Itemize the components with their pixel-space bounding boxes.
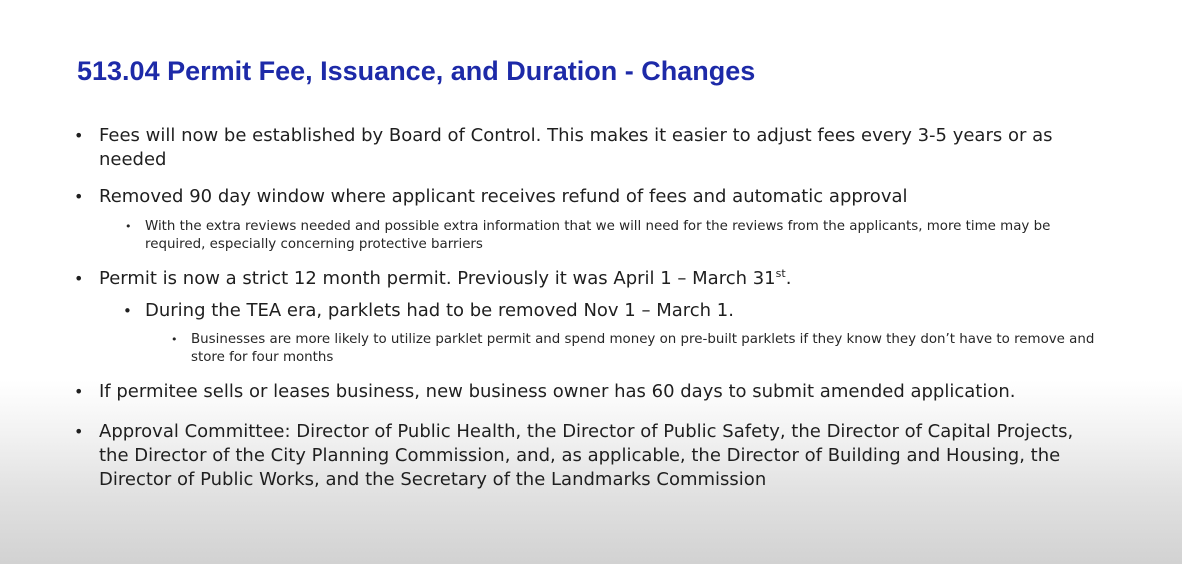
bullet-text: During the TEA era, parklets had to be removed Nov 1 – March 1.	[145, 300, 734, 321]
sub-sub-bullet-businesses	[171, 331, 1111, 367]
permit-strict-suffix: .	[785, 268, 792, 289]
bullet-dot-icon: •	[74, 422, 84, 441]
bullet-text: If permitee sells or leases business, new business owner has 60 days to submit amended application.	[99, 381, 1016, 402]
bullet-dot-icon: •	[123, 302, 132, 320]
bullet-permit-strict	[74, 267, 1099, 291]
bullet-dot-icon: •	[171, 333, 178, 346]
sub-bullet-tea-era	[123, 299, 1105, 323]
bullet-text: Removed 90 day window where applicant receives refund of fees and automatic approval	[99, 186, 908, 207]
permit-strict-superscript: st	[775, 267, 786, 280]
bullet-fees	[74, 124, 1099, 172]
permit-strict-prefix: Permit is now a strict 12 month permit. Previously it was April 1 – March 31	[99, 268, 776, 289]
slide-title: 513.04 Permit Fee, Issuance, and Duration - Changes	[77, 56, 756, 86]
sub-bullet-extra-reviews	[125, 218, 1105, 254]
bullet-dot-icon: •	[125, 220, 132, 233]
bullet-text: Businesses are more likely to utilize parklet permit and spend money on pre-built parklets if they know they don’t have to remove and store for four months	[191, 332, 1095, 365]
bullet-text: With the extra reviews needed and possible extra information that we will need for the reviews from the applicants, more time may be required, especially concerning protective barriers	[145, 219, 1051, 252]
bullet-text: Approval Committee: Director of Public Health, the Director of Public Safety, the Director of Capital Projects, the Director of the City Planning Commission, and, as applicable, the Director of Building and Housing, the Director of Public Works, and the Secretary of the Landmarks Commission	[99, 421, 1074, 490]
bullet-committee	[74, 420, 1099, 492]
bullet-dot-icon: •	[74, 382, 84, 401]
bullet-text	[99, 267, 1099, 291]
bullet-dot-icon: •	[74, 269, 84, 288]
bullet-dot-icon: •	[74, 187, 84, 206]
bullet-removed-window	[74, 185, 1099, 209]
bullet-text: Fees will now be established by Board of Control. This makes it easier to adjust fees every 3-5 years or as needed	[99, 125, 1053, 170]
bullet-permitee	[74, 380, 1099, 404]
bullet-dot-icon: •	[74, 126, 84, 145]
